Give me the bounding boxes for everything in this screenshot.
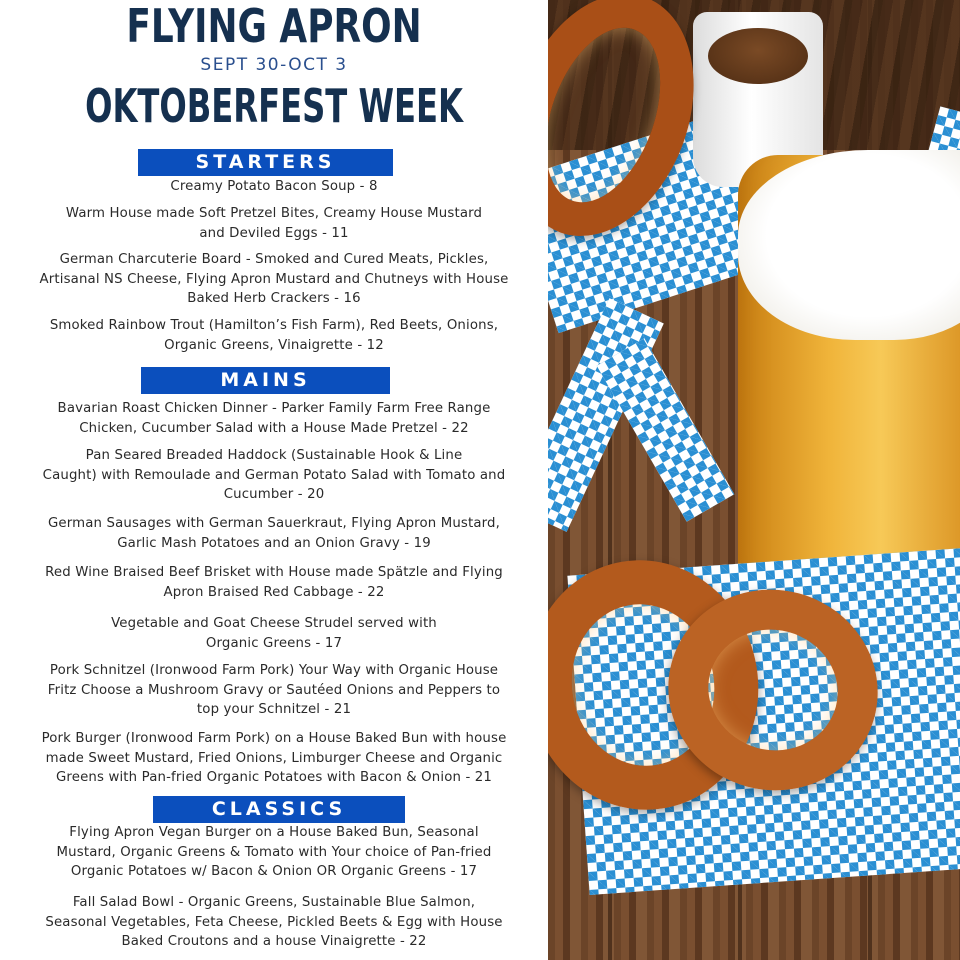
menu-item bbox=[10, 446, 538, 505]
menu-item-line: Chicken, Cucumber Salad with a House Made Pretzel - 22 bbox=[79, 420, 469, 436]
menu-item-line: made Sweet Mustard, Fried Onions, Limburger Cheese and Organic bbox=[45, 750, 503, 766]
menu-item bbox=[10, 661, 538, 720]
menu-item-line: top your Schnitzel - 21 bbox=[196, 702, 352, 717]
menu-item-line: German Sausages with German Sauerkraut, Flying Apron Mustard, bbox=[47, 516, 501, 531]
menu-item-line: Organic Greens, Vinaigrette - 12 bbox=[164, 337, 384, 353]
menu-item bbox=[10, 893, 538, 952]
menu-item-line: Organic Greens - 17 bbox=[205, 635, 343, 651]
menu-item-line: Seasonal Vegetables, Feta Cheese, Pickled Beets & Egg with House bbox=[45, 914, 503, 930]
menu-item-line: Creamy Potato Bacon Soup - 8 bbox=[170, 179, 378, 194]
menu-item-line: Pork Burger (Ironwood Farm Pork) on a House Baked Bun with house bbox=[41, 731, 507, 746]
section-header-classics: CLASSICS bbox=[153, 796, 405, 823]
menu-item bbox=[10, 399, 538, 438]
oktoberfest-photo bbox=[548, 0, 960, 960]
menu-item bbox=[10, 614, 538, 653]
beer-foam bbox=[738, 150, 960, 340]
menu-item-line: Baked Croutons and a house Vinaigrette - 22 bbox=[121, 934, 427, 949]
menu-item-line: Baked Herb Crackers - 16 bbox=[187, 291, 361, 306]
menu-item bbox=[10, 729, 538, 788]
menu-item-line: Red Wine Braised Beef Brisket with House made Spätzle and Flying bbox=[45, 565, 503, 580]
bavarian-ribbon bbox=[597, 338, 735, 521]
menu-item-line: Flying Apron Vegan Burger on a House Baked Bun, Seasonal bbox=[69, 825, 479, 840]
section-header-mains: MAINS bbox=[141, 367, 390, 394]
section-header-starters: STARTERS bbox=[138, 149, 393, 176]
menu-item-line: Smoked Rainbow Trout (Hamilton’s Fish Farm), Red Beets, Onions, bbox=[49, 318, 499, 333]
menu-item-line: Fall Salad Bowl - Organic Greens, Sustainable Blue Salmon, bbox=[72, 895, 476, 910]
menu-item-line: German Charcuterie Board - Smoked and Cured Meats, Pickles, bbox=[59, 252, 489, 267]
menu-item-line: Pork Schnitzel (Ironwood Farm Pork) Your Way with Organic House bbox=[49, 663, 499, 678]
menu-item-line: Warm House made Soft Pretzel Bites, Creamy House Mustard bbox=[65, 206, 483, 221]
menu-item-line: Caught) with Remoulade and German Potato Salad with Tomato and bbox=[42, 467, 506, 483]
menu-item-line: and Deviled Eggs - 11 bbox=[199, 225, 349, 241]
menu-item bbox=[10, 316, 538, 355]
menu-item bbox=[10, 204, 538, 243]
menu-item-line: Bavarian Roast Chicken Dinner - Parker Family Farm Free Range bbox=[57, 401, 491, 416]
menu-item-line: Greens with Pan-fried Organic Potatoes with Bacon & Onion - 21 bbox=[55, 770, 493, 785]
menu-item-line: Organic Potatoes w/ Bacon & Onion OR Organic Greens - 17 bbox=[70, 864, 478, 879]
menu-item-line: Fritz Choose a Mushroom Gravy or Sautéed Onions and Peppers to bbox=[47, 682, 501, 698]
restaurant-title: FLYING APRON bbox=[126, 0, 422, 53]
menu-item-line: Apron Braised Red Cabbage - 22 bbox=[163, 584, 385, 600]
menu-item-line: Garlic Mash Potatoes and an Onion Gravy - 19 bbox=[117, 535, 431, 551]
menu-item bbox=[10, 563, 538, 602]
menu-item-line: Cucumber - 20 bbox=[223, 487, 325, 502]
menu-item-line: Artisanal NS Cheese, Flying Apron Mustard and Chutneys with House bbox=[39, 271, 509, 287]
menu-item-line: Pan Seared Breaded Haddock (Sustainable Hook & Line bbox=[85, 448, 463, 463]
menu-item bbox=[10, 250, 538, 309]
event-dates: SEPT 30-OCT 3 bbox=[200, 55, 348, 75]
menu-item bbox=[10, 823, 538, 882]
event-title: OKTOBERFEST WEEK bbox=[85, 79, 463, 133]
mustard-icon bbox=[708, 28, 808, 84]
menu-item bbox=[10, 177, 538, 197]
menu-item-line: Mustard, Organic Greens & Tomato with Your choice of Pan-fried bbox=[56, 844, 492, 860]
menu-item-line: Vegetable and Goat Cheese Strudel served with bbox=[111, 616, 437, 631]
menu-item bbox=[10, 514, 538, 553]
